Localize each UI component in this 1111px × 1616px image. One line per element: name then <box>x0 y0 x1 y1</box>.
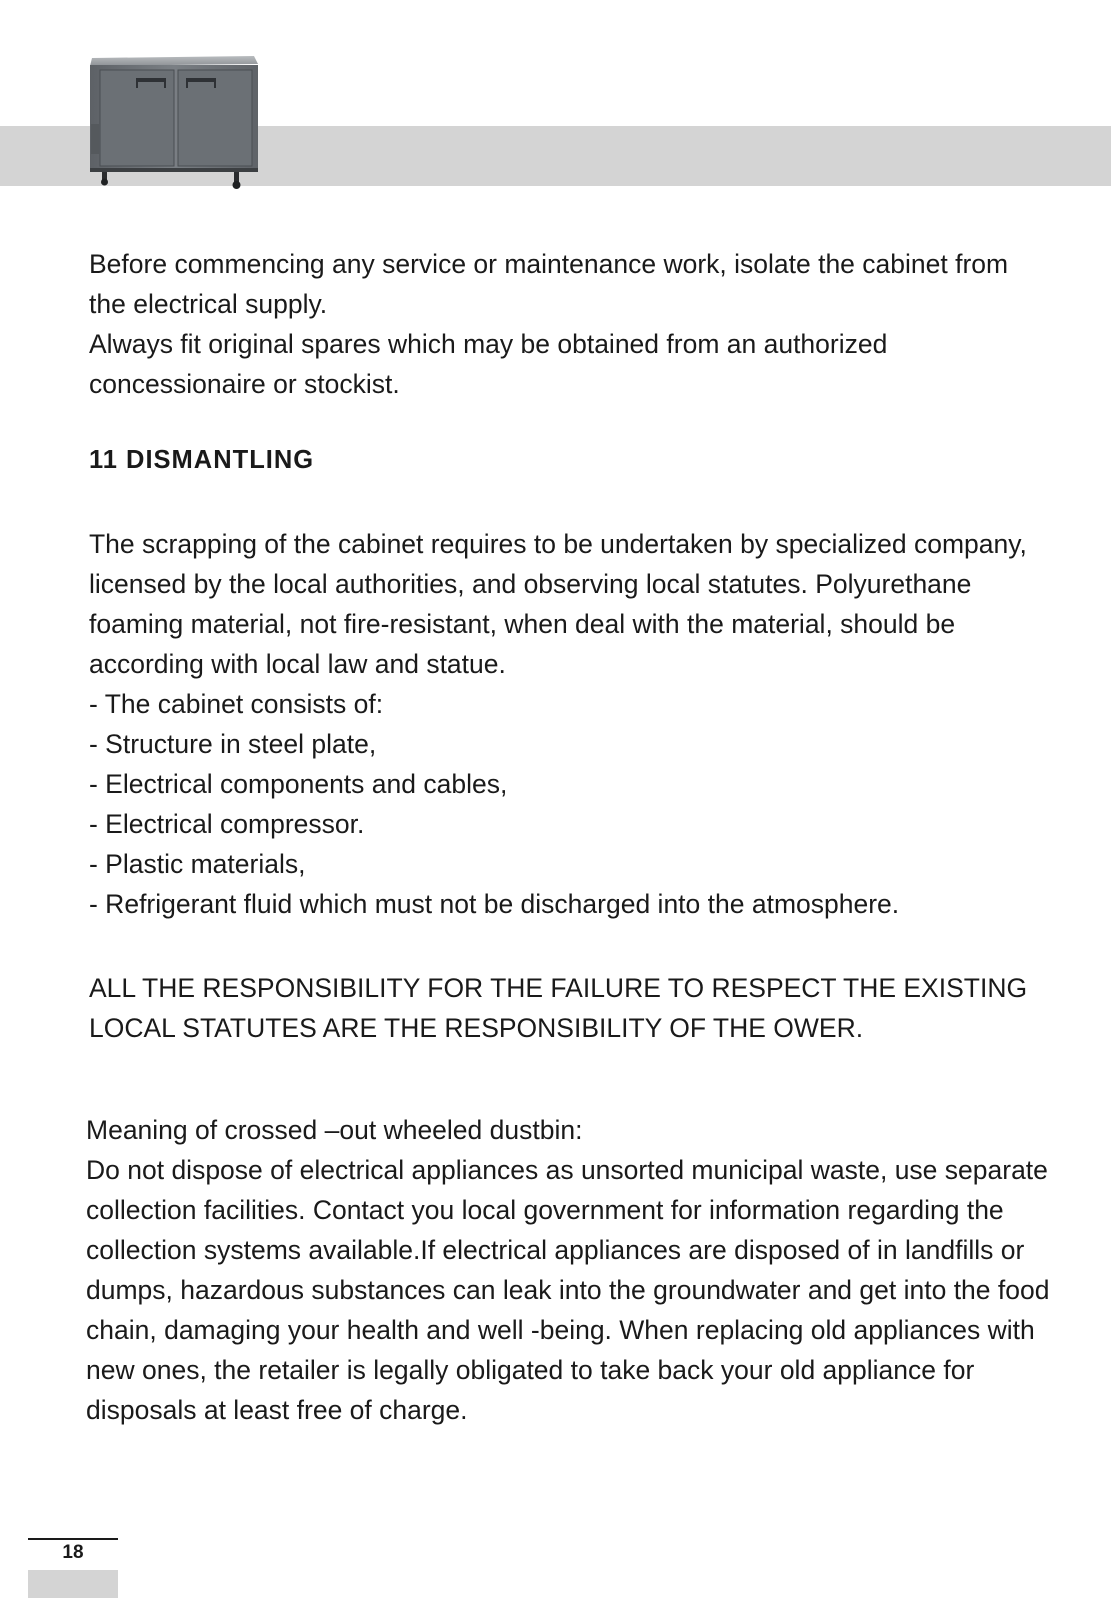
dustbin-body: Do not dispose of electrical appliances as unsorted municipal waste, use separate collection facilities. Contact you local government for information regarding the collection systems available.If electrical appliances are disposed of in landfills or dumps, hazardous substances can leak into the groundwater and get into the food chain, damaging your health and well -being. When replacing old appliances with new ones, the retailer is legally obligated to take back your old appliance for disposals at least free of charge. <box>86 1155 1050 1425</box>
page-number: 18 <box>62 1542 84 1563</box>
warning-text: ALL THE RESPONSIBILITY FOR THE FAILURE TO RESPECT THE EXISTING LOCAL STATUTES ARE THE RESPONSIBILITY OF THE OWER. <box>89 973 1028 1043</box>
list-item: - Electrical compressor. <box>89 809 365 839</box>
list-item: - The cabinet consists of: <box>89 689 384 719</box>
intro-line-1: Before commencing any service or maintenance work, isolate the cabinet from the electrical supply. <box>89 249 1009 319</box>
intro-line-2: Always fit original spares which may be obtained from an authorized concessionaire or stockist. <box>89 329 888 399</box>
page-number-rule <box>28 1538 118 1540</box>
list-item: - Structure in steel plate, <box>89 729 377 759</box>
page-number-band <box>28 1570 118 1598</box>
list-item: - Electrical components and cables, <box>89 769 508 799</box>
warning-block <box>89 968 1069 1048</box>
dustbin-title: Meaning of crossed –out wheeled dustbin: <box>86 1115 583 1145</box>
intro-block <box>89 244 1049 404</box>
dismantling-paragraph: The scrapping of the cabinet requires to be undertaken by specialized company, licensed by the local authorities, and observing local statutes. Polyurethane foaming material, not fire-resistant, when deal with the material, should be according with local law and statue. <box>89 529 1027 679</box>
list-item: - Refrigerant fluid which must not be discharged into the atmosphere. <box>89 889 900 919</box>
undercounter-cabinet-image <box>86 52 266 190</box>
dustbin-block <box>86 1110 1076 1430</box>
list-item: - Plastic materials, <box>89 849 306 879</box>
section-heading: 11 DISMANTLING <box>89 446 315 474</box>
dismantling-block <box>89 524 1069 924</box>
